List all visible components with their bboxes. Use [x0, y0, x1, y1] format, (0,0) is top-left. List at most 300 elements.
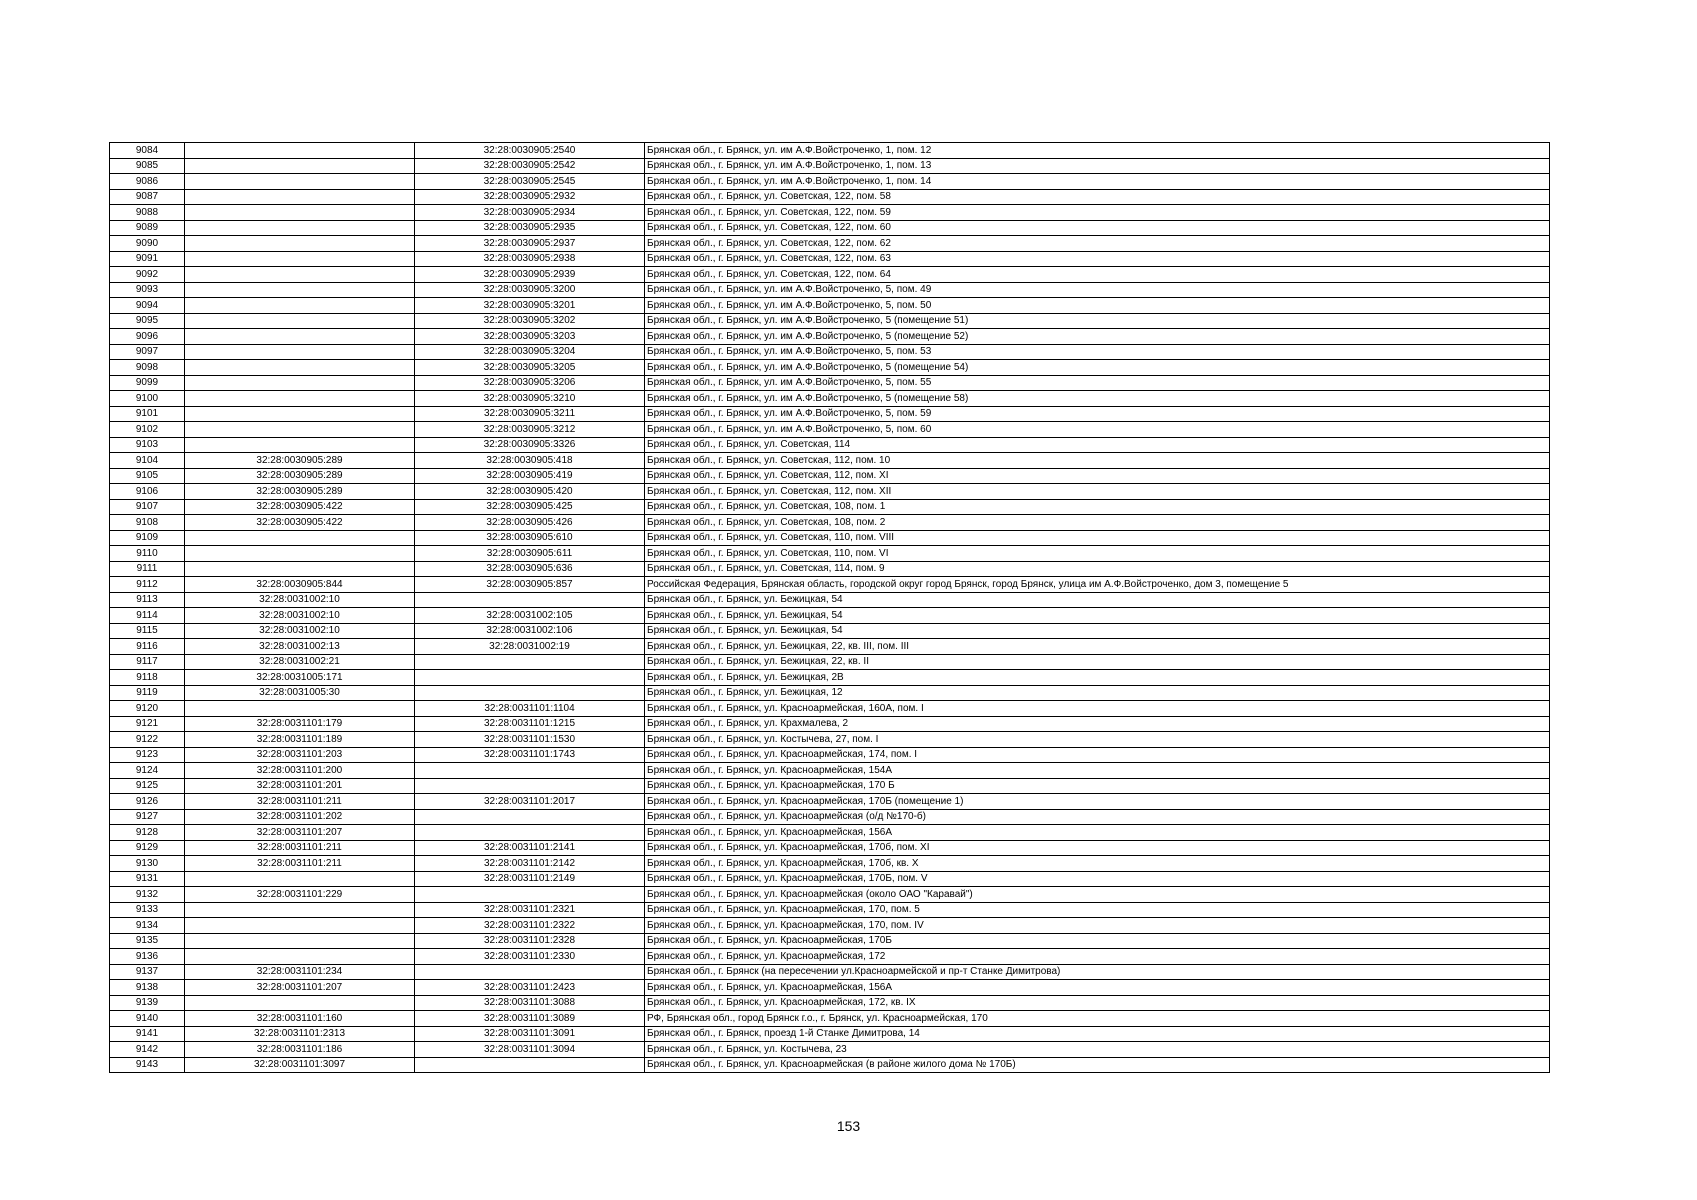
cadastral-number-cell: 32:28:0030905:636 — [415, 561, 645, 577]
cadastral-number-cell — [415, 825, 645, 841]
table-row — [110, 282, 1550, 298]
row-number-cell: 9122 — [110, 732, 185, 748]
address-cell: Брянская обл., г. Брянск, ул. Красноармейская, 170б, кв. X — [645, 856, 1550, 872]
cadastral-number-cell: 32:28:0030905:2542 — [415, 158, 645, 174]
table-row — [110, 313, 1550, 329]
parent-cadastral-number-cell — [185, 329, 415, 345]
address-cell: Брянская обл., г. Брянск, ул. Бежицкая, 54 — [645, 608, 1550, 624]
cadastral-number-cell: 32:28:0030905:3210 — [415, 391, 645, 407]
row-number-cell: 9116 — [110, 639, 185, 655]
address-cell: Брянская обл., г. Брянск, ул. Красноармейская, 170, пом. IV — [645, 918, 1550, 934]
row-number-cell: 9101 — [110, 406, 185, 422]
parent-cadastral-number-cell — [185, 933, 415, 949]
row-number-cell: 9142 — [110, 1042, 185, 1058]
row-number-cell: 9132 — [110, 887, 185, 903]
table-row — [110, 499, 1550, 515]
table-body — [110, 143, 1550, 1073]
table-row — [110, 747, 1550, 763]
cadastral-number-cell: 32:28:0031101:2328 — [415, 933, 645, 949]
cadastral-number-cell: 32:28:0031101:3091 — [415, 1026, 645, 1042]
cadastral-number-cell: 32:28:0031101:2322 — [415, 918, 645, 934]
table-row — [110, 670, 1550, 686]
cadastral-number-cell: 32:28:0030905:857 — [415, 577, 645, 593]
table-row — [110, 1042, 1550, 1058]
cadastral-number-cell — [415, 809, 645, 825]
address-cell: Брянская обл., г. Брянск, ул. им А.Ф.Войстроченко, 5, пом. 53 — [645, 344, 1550, 360]
parent-cadastral-number-cell: 32:28:0031101:234 — [185, 964, 415, 980]
row-number-cell: 9090 — [110, 236, 185, 252]
parent-cadastral-number-cell — [185, 422, 415, 438]
table-row — [110, 794, 1550, 810]
row-number-cell: 9125 — [110, 778, 185, 794]
table-row — [110, 453, 1550, 469]
cadastral-number-cell: 32:28:0030905:426 — [415, 515, 645, 531]
row-number-cell: 9124 — [110, 763, 185, 779]
parent-cadastral-number-cell: 32:28:0031101:211 — [185, 856, 415, 872]
address-cell: Брянская обл., г. Брянск, ул. им А.Ф.Войстроченко, 1, пом. 12 — [645, 143, 1550, 159]
parent-cadastral-number-cell — [185, 236, 415, 252]
row-number-cell: 9112 — [110, 577, 185, 593]
table-row — [110, 639, 1550, 655]
cadastral-number-cell — [415, 964, 645, 980]
table-row — [110, 871, 1550, 887]
table-row — [110, 980, 1550, 996]
address-cell: Брянская обл., г. Брянск, ул. Советская, 114, пом. 9 — [645, 561, 1550, 577]
parent-cadastral-number-cell: 32:28:0031101:189 — [185, 732, 415, 748]
cadastral-number-cell: 32:28:0030905:611 — [415, 546, 645, 562]
row-number-cell: 9098 — [110, 360, 185, 376]
cadastral-number-cell: 32:28:0031101:2141 — [415, 840, 645, 856]
cadastral-number-cell: 32:28:0030905:2934 — [415, 205, 645, 221]
cadastral-number-cell — [415, 887, 645, 903]
cadastral-number-cell: 32:28:0031101:2423 — [415, 980, 645, 996]
address-cell: Брянская обл., г. Брянск, ул. Бежицкая, 2В — [645, 670, 1550, 686]
address-cell: РФ, Брянская обл., город Брянск г.о., г. Брянск, ул. Красноармейская, 170 — [645, 1011, 1550, 1027]
address-cell: Брянская обл., г. Брянск, ул. Красноармейская, 154А — [645, 763, 1550, 779]
cadastral-number-cell: 32:28:0030905:420 — [415, 484, 645, 500]
cadastral-number-cell: 32:28:0030905:3206 — [415, 375, 645, 391]
cadastral-number-cell: 32:28:0030905:3326 — [415, 437, 645, 453]
address-cell: Брянская обл., г. Брянск, ул. Советская, 122, пом. 63 — [645, 251, 1550, 267]
cadastral-number-cell: 32:28:0030905:3203 — [415, 329, 645, 345]
cadastral-number-cell — [415, 592, 645, 608]
address-cell: Брянская обл., г. Брянск, ул. Бежицкая, 54 — [645, 623, 1550, 639]
table-row — [110, 530, 1550, 546]
parent-cadastral-number-cell: 32:28:0030905:844 — [185, 577, 415, 593]
table-row — [110, 949, 1550, 965]
table-row — [110, 809, 1550, 825]
table-row — [110, 577, 1550, 593]
table-row — [110, 251, 1550, 267]
address-cell: Брянская обл., г. Брянск, ул. Советская, 114 — [645, 437, 1550, 453]
parent-cadastral-number-cell — [185, 267, 415, 283]
cadastral-number-cell: 32:28:0030905:3204 — [415, 344, 645, 360]
parent-cadastral-number-cell — [185, 871, 415, 887]
address-cell: Брянская обл., г. Брянск, ул. Советская, 112, пом. 10 — [645, 453, 1550, 469]
address-cell: Брянская обл., г. Брянск, ул. Бежицкая, 22, кв. III, пом. III — [645, 639, 1550, 655]
parent-cadastral-number-cell — [185, 158, 415, 174]
cadastral-number-cell — [415, 685, 645, 701]
cadastral-number-cell: 32:28:0031101:3088 — [415, 995, 645, 1011]
row-number-cell: 9141 — [110, 1026, 185, 1042]
parent-cadastral-number-cell: 32:28:0031101:211 — [185, 794, 415, 810]
row-number-cell: 9105 — [110, 468, 185, 484]
address-cell: Брянская обл., г. Брянск, ул. Красноармейская, 170 Б — [645, 778, 1550, 794]
row-number-cell: 9118 — [110, 670, 185, 686]
table-row — [110, 825, 1550, 841]
row-number-cell: 9117 — [110, 654, 185, 670]
table-row — [110, 902, 1550, 918]
cadastral-number-cell: 32:28:0031101:1743 — [415, 747, 645, 763]
row-number-cell: 9091 — [110, 251, 185, 267]
row-number-cell: 9134 — [110, 918, 185, 934]
parent-cadastral-number-cell: 32:28:0031101:211 — [185, 840, 415, 856]
parent-cadastral-number-cell — [185, 995, 415, 1011]
table-row — [110, 654, 1550, 670]
parent-cadastral-number-cell: 32:28:0031101:160 — [185, 1011, 415, 1027]
row-number-cell: 9113 — [110, 592, 185, 608]
parent-cadastral-number-cell: 32:28:0031101:179 — [185, 716, 415, 732]
row-number-cell: 9103 — [110, 437, 185, 453]
table-row — [110, 840, 1550, 856]
row-number-cell: 9114 — [110, 608, 185, 624]
parent-cadastral-number-cell — [185, 561, 415, 577]
table-row — [110, 1057, 1550, 1073]
cadastral-number-cell: 32:28:0030905:2939 — [415, 267, 645, 283]
cadastral-number-cell — [415, 670, 645, 686]
row-number-cell: 9143 — [110, 1057, 185, 1073]
parent-cadastral-number-cell: 32:28:0031101:201 — [185, 778, 415, 794]
cadastral-number-cell: 32:28:0030905:418 — [415, 453, 645, 469]
parent-cadastral-number-cell — [185, 174, 415, 190]
table-row — [110, 344, 1550, 360]
row-number-cell: 9129 — [110, 840, 185, 856]
row-number-cell: 9133 — [110, 902, 185, 918]
cadastral-number-cell: 32:28:0030905:3205 — [415, 360, 645, 376]
table-row — [110, 329, 1550, 345]
cadastral-number-cell — [415, 654, 645, 670]
row-number-cell: 9131 — [110, 871, 185, 887]
address-cell: Брянская обл., г. Брянск, ул. Красноармейская, 170Б, пом. V — [645, 871, 1550, 887]
parent-cadastral-number-cell — [185, 391, 415, 407]
table-row — [110, 933, 1550, 949]
table-row — [110, 732, 1550, 748]
row-number-cell: 9096 — [110, 329, 185, 345]
parent-cadastral-number-cell — [185, 220, 415, 236]
table-row — [110, 515, 1550, 531]
address-cell: Брянская обл., г. Брянск, ул. Красноармейская, 170, пом. 5 — [645, 902, 1550, 918]
parent-cadastral-number-cell: 32:28:0031101:202 — [185, 809, 415, 825]
address-cell: Брянская обл., г. Брянск, ул. им А.Ф.Войстроченко, 5, пом. 59 — [645, 406, 1550, 422]
row-number-cell: 9126 — [110, 794, 185, 810]
table-row — [110, 298, 1550, 314]
address-cell: Брянская обл., г. Брянск, ул. им А.Ф.Войстроченко, 5 (помещение 52) — [645, 329, 1550, 345]
row-number-cell: 9139 — [110, 995, 185, 1011]
address-cell: Брянская обл., г. Брянск, ул. им А.Ф.Войстроченко, 5, пом. 60 — [645, 422, 1550, 438]
address-cell: Брянская обл., г. Брянск, ул. Красноармейская, 156А — [645, 825, 1550, 841]
parent-cadastral-number-cell: 32:28:0031101:207 — [185, 825, 415, 841]
cadastral-number-cell: 32:28:0031101:1530 — [415, 732, 645, 748]
row-number-cell: 9089 — [110, 220, 185, 236]
address-cell: Брянская обл., г. Брянск, ул. Советская, 110, пом. VI — [645, 546, 1550, 562]
cadastral-number-cell: 32:28:0031002:105 — [415, 608, 645, 624]
cadastral-number-cell: 32:28:0030905:610 — [415, 530, 645, 546]
parent-cadastral-number-cell: 32:28:0031005:30 — [185, 685, 415, 701]
table-row — [110, 422, 1550, 438]
row-number-cell: 9128 — [110, 825, 185, 841]
parent-cadastral-number-cell: 32:28:0031002:10 — [185, 623, 415, 639]
parent-cadastral-number-cell — [185, 360, 415, 376]
parent-cadastral-number-cell — [185, 189, 415, 205]
row-number-cell: 9093 — [110, 282, 185, 298]
address-cell: Брянская обл., г. Брянск (на пересечении ул.Красноармейской и пр-т Станке Димитрова) — [645, 964, 1550, 980]
cadastral-number-cell: 32:28:0031101:2142 — [415, 856, 645, 872]
table-row — [110, 701, 1550, 717]
parent-cadastral-number-cell: 32:28:0030905:422 — [185, 515, 415, 531]
table-row — [110, 174, 1550, 190]
row-number-cell: 9123 — [110, 747, 185, 763]
table-row — [110, 391, 1550, 407]
parent-cadastral-number-cell: 32:28:0031101:2313 — [185, 1026, 415, 1042]
table-row — [110, 189, 1550, 205]
address-cell: Брянская обл., г. Брянск, ул. им А.Ф.Войстроченко, 5, пом. 55 — [645, 375, 1550, 391]
parent-cadastral-number-cell: 32:28:0031002:21 — [185, 654, 415, 670]
parent-cadastral-number-cell — [185, 375, 415, 391]
address-cell: Брянская обл., г. Брянск, ул. им А.Ф.Войстроченко, 5 (помещение 51) — [645, 313, 1550, 329]
parent-cadastral-number-cell: 32:28:0031101:186 — [185, 1042, 415, 1058]
address-cell: Брянская обл., г. Брянск, ул. Красноармейская (в районе жилого дома № 170Б) — [645, 1057, 1550, 1073]
address-cell: Брянская обл., г. Брянск, ул. Красноармейская, 170б, пом. XI — [645, 840, 1550, 856]
cadastral-number-cell: 32:28:0031101:1104 — [415, 701, 645, 717]
cadastral-number-cell: 32:28:0031002:106 — [415, 623, 645, 639]
row-number-cell: 9088 — [110, 205, 185, 221]
address-cell: Брянская обл., г. Брянск, ул. Советская, 112, пом. XI — [645, 468, 1550, 484]
address-cell: Брянская обл., г. Брянск, ул. Бежицкая, 22, кв. II — [645, 654, 1550, 670]
row-number-cell: 9092 — [110, 267, 185, 283]
table-row — [110, 437, 1550, 453]
row-number-cell: 9097 — [110, 344, 185, 360]
row-number-cell: 9140 — [110, 1011, 185, 1027]
parent-cadastral-number-cell: 32:28:0030905:289 — [185, 484, 415, 500]
row-number-cell: 9110 — [110, 546, 185, 562]
parent-cadastral-number-cell — [185, 546, 415, 562]
row-number-cell: 9109 — [110, 530, 185, 546]
cadastral-number-cell: 32:28:0031101:3089 — [415, 1011, 645, 1027]
table-row — [110, 856, 1550, 872]
address-cell: Брянская обл., г. Брянск, ул. им А.Ф.Войстроченко, 5 (помещение 58) — [645, 391, 1550, 407]
parent-cadastral-number-cell: 32:28:0031101:200 — [185, 763, 415, 779]
cadastral-number-cell: 32:28:0030905:2540 — [415, 143, 645, 159]
address-cell: Брянская обл., г. Брянск, ул. им А.Ф.Войстроченко, 5, пом. 50 — [645, 298, 1550, 314]
table-row — [110, 1011, 1550, 1027]
parent-cadastral-number-cell — [185, 282, 415, 298]
parent-cadastral-number-cell — [185, 530, 415, 546]
parent-cadastral-number-cell: 32:28:0031101:203 — [185, 747, 415, 763]
parent-cadastral-number-cell — [185, 406, 415, 422]
address-cell: Брянская обл., г. Брянск, ул. Костычева, 27, пом. I — [645, 732, 1550, 748]
table-row — [110, 236, 1550, 252]
table-row — [110, 887, 1550, 903]
row-number-cell: 9138 — [110, 980, 185, 996]
table-row — [110, 763, 1550, 779]
parent-cadastral-number-cell — [185, 701, 415, 717]
row-number-cell: 9130 — [110, 856, 185, 872]
row-number-cell: 9086 — [110, 174, 185, 190]
address-cell: Брянская обл., г. Брянск, ул. Бежицкая, 12 — [645, 685, 1550, 701]
parent-cadastral-number-cell — [185, 313, 415, 329]
parent-cadastral-number-cell: 32:28:0031002:13 — [185, 639, 415, 655]
table-row — [110, 468, 1550, 484]
address-cell: Брянская обл., г. Брянск, ул. им А.Ф.Войстроченко, 1, пом. 14 — [645, 174, 1550, 190]
row-number-cell: 9095 — [110, 313, 185, 329]
table-row — [110, 406, 1550, 422]
cadastral-number-cell — [415, 778, 645, 794]
table-row — [110, 608, 1550, 624]
row-number-cell: 9087 — [110, 189, 185, 205]
cadastral-number-cell: 32:28:0031002:19 — [415, 639, 645, 655]
row-number-cell: 9084 — [110, 143, 185, 159]
row-number-cell: 9136 — [110, 949, 185, 965]
cadastral-number-cell: 32:28:0031101:2149 — [415, 871, 645, 887]
row-number-cell: 9111 — [110, 561, 185, 577]
address-cell: Брянская обл., г. Брянск, ул. им А.Ф.Войстроченко, 1, пом. 13 — [645, 158, 1550, 174]
row-number-cell: 9100 — [110, 391, 185, 407]
table-row — [110, 592, 1550, 608]
table-row — [110, 484, 1550, 500]
table-row — [110, 143, 1550, 159]
parent-cadastral-number-cell: 32:28:0031101:207 — [185, 980, 415, 996]
address-cell: Брянская обл., г. Брянск, ул. Красноармейская, 160А, пом. I — [645, 701, 1550, 717]
row-number-cell: 9115 — [110, 623, 185, 639]
cadastral-number-cell: 32:28:0030905:3200 — [415, 282, 645, 298]
row-number-cell: 9108 — [110, 515, 185, 531]
row-number-cell: 9099 — [110, 375, 185, 391]
parent-cadastral-number-cell: 32:28:0031101:3097 — [185, 1057, 415, 1073]
parent-cadastral-number-cell — [185, 205, 415, 221]
address-cell: Брянская обл., г. Брянск, ул. Красноармейская, 174, пом. I — [645, 747, 1550, 763]
table-row — [110, 267, 1550, 283]
table-row — [110, 158, 1550, 174]
row-number-cell: 9085 — [110, 158, 185, 174]
address-cell: Брянская обл., г. Брянск, ул. им А.Ф.Войстроченко, 5 (помещение 54) — [645, 360, 1550, 376]
parent-cadastral-number-cell — [185, 298, 415, 314]
address-cell: Российская Федерация, Брянская область, городской округ город Брянск, город Брянск, улица им А.Ф.Войстроченко, дом 3, помещение 5 — [645, 577, 1550, 593]
table-row — [110, 546, 1550, 562]
address-cell: Брянская обл., г. Брянск, ул. Советская, 108, пом. 1 — [645, 499, 1550, 515]
cadastral-number-cell: 32:28:0030905:3212 — [415, 422, 645, 438]
address-cell: Брянская обл., г. Брянск, ул. Красноармейская (о/д №170-б) — [645, 809, 1550, 825]
table-row — [110, 995, 1550, 1011]
cadastral-number-cell: 32:28:0030905:2937 — [415, 236, 645, 252]
address-cell: Брянская обл., г. Брянск, ул. Красноармейская, 170Б (помещение 1) — [645, 794, 1550, 810]
table-row — [110, 918, 1550, 934]
cadastral-number-cell: 32:28:0030905:3201 — [415, 298, 645, 314]
address-cell: Брянская обл., г. Брянск, ул. Советская, 108, пом. 2 — [645, 515, 1550, 531]
cadastral-number-cell: 32:28:0030905:3202 — [415, 313, 645, 329]
row-number-cell: 9119 — [110, 685, 185, 701]
address-cell: Брянская обл., г. Брянск, ул. Бежицкая, 54 — [645, 592, 1550, 608]
parent-cadastral-number-cell: 32:28:0031002:10 — [185, 608, 415, 624]
row-number-cell: 9094 — [110, 298, 185, 314]
address-cell: Брянская обл., г. Брянск, ул. Советская, 112, пом. XII — [645, 484, 1550, 500]
address-cell: Брянская обл., г. Брянск, ул. им А.Ф.Войстроченко, 5, пом. 49 — [645, 282, 1550, 298]
cadastral-number-cell: 32:28:0031101:1215 — [415, 716, 645, 732]
table-row — [110, 964, 1550, 980]
parent-cadastral-number-cell — [185, 344, 415, 360]
page-number: 153 — [836, 1118, 861, 1134]
parent-cadastral-number-cell: 32:28:0030905:289 — [185, 453, 415, 469]
table-row — [110, 1026, 1550, 1042]
table-row — [110, 778, 1550, 794]
cadastral-number-cell: 32:28:0031101:2330 — [415, 949, 645, 965]
cadastral-number-cell: 32:28:0030905:419 — [415, 468, 645, 484]
parent-cadastral-number-cell — [185, 949, 415, 965]
cadastral-number-cell: 32:28:0030905:2938 — [415, 251, 645, 267]
address-cell: Брянская обл., г. Брянск, ул. Советская, 110, пом. VIII — [645, 530, 1550, 546]
row-number-cell: 9121 — [110, 716, 185, 732]
parent-cadastral-number-cell — [185, 251, 415, 267]
row-number-cell: 9102 — [110, 422, 185, 438]
row-number-cell: 9104 — [110, 453, 185, 469]
row-number-cell: 9120 — [110, 701, 185, 717]
row-number-cell: 9135 — [110, 933, 185, 949]
parent-cadastral-number-cell — [185, 902, 415, 918]
cadastral-number-cell: 32:28:0030905:425 — [415, 499, 645, 515]
cadastral-number-cell: 32:28:0031101:2321 — [415, 902, 645, 918]
cadastral-number-cell: 32:28:0030905:2932 — [415, 189, 645, 205]
address-cell: Брянская обл., г. Брянск, ул. Красноармейская, 172, кв. IX — [645, 995, 1550, 1011]
cadastral-number-cell: 32:28:0030905:2545 — [415, 174, 645, 190]
row-number-cell: 9107 — [110, 499, 185, 515]
parent-cadastral-number-cell: 32:28:0031002:10 — [185, 592, 415, 608]
address-cell: Брянская обл., г. Брянск, ул. Красноармейская, 170Б — [645, 933, 1550, 949]
address-cell: Брянская обл., г. Брянск, ул. Красноармейская, 156А — [645, 980, 1550, 996]
parent-cadastral-number-cell — [185, 437, 415, 453]
address-cell: Брянская обл., г. Брянск, ул. Советская, 122, пом. 62 — [645, 236, 1550, 252]
address-cell: Брянская обл., г. Брянск, ул. Советская, 122, пом. 60 — [645, 220, 1550, 236]
parent-cadastral-number-cell: 32:28:0031005:171 — [185, 670, 415, 686]
parent-cadastral-number-cell — [185, 918, 415, 934]
cadastral-number-cell — [415, 1057, 645, 1073]
cadastral-number-cell: 32:28:0031101:3094 — [415, 1042, 645, 1058]
table-row — [110, 375, 1550, 391]
table-row — [110, 561, 1550, 577]
address-cell: Брянская обл., г. Брянск, ул. Красноармейская (около ОАО "Каравай") — [645, 887, 1550, 903]
address-cell: Брянская обл., г. Брянск, ул. Советская, 122, пом. 58 — [645, 189, 1550, 205]
cadastral-number-cell — [415, 763, 645, 779]
table-row — [110, 716, 1550, 732]
parent-cadastral-number-cell — [185, 143, 415, 159]
document-table — [109, 142, 1550, 1073]
address-cell: Брянская обл., г. Брянск, проезд 1-й Станке Димитрова, 14 — [645, 1026, 1550, 1042]
row-number-cell: 9127 — [110, 809, 185, 825]
parent-cadastral-number-cell: 32:28:0030905:422 — [185, 499, 415, 515]
parent-cadastral-number-cell: 32:28:0030905:289 — [185, 468, 415, 484]
table-row — [110, 623, 1550, 639]
table-row — [110, 685, 1550, 701]
address-cell: Брянская обл., г. Брянск, ул. Советская, 122, пом. 59 — [645, 205, 1550, 221]
address-cell: Брянская обл., г. Брянск, ул. Красноармейская, 172 — [645, 949, 1550, 965]
parent-cadastral-number-cell: 32:28:0031101:229 — [185, 887, 415, 903]
address-cell: Брянская обл., г. Брянск, ул. Крахмалева, 2 — [645, 716, 1550, 732]
cadastral-number-cell: 32:28:0031101:2017 — [415, 794, 645, 810]
cadastral-number-cell: 32:28:0030905:2935 — [415, 220, 645, 236]
cadastral-number-cell: 32:28:0030905:3211 — [415, 406, 645, 422]
address-cell: Брянская обл., г. Брянск, ул. Костычева, 23 — [645, 1042, 1550, 1058]
table-row — [110, 220, 1550, 236]
address-cell: Брянская обл., г. Брянск, ул. Советская, 122, пом. 64 — [645, 267, 1550, 283]
table-row — [110, 360, 1550, 376]
